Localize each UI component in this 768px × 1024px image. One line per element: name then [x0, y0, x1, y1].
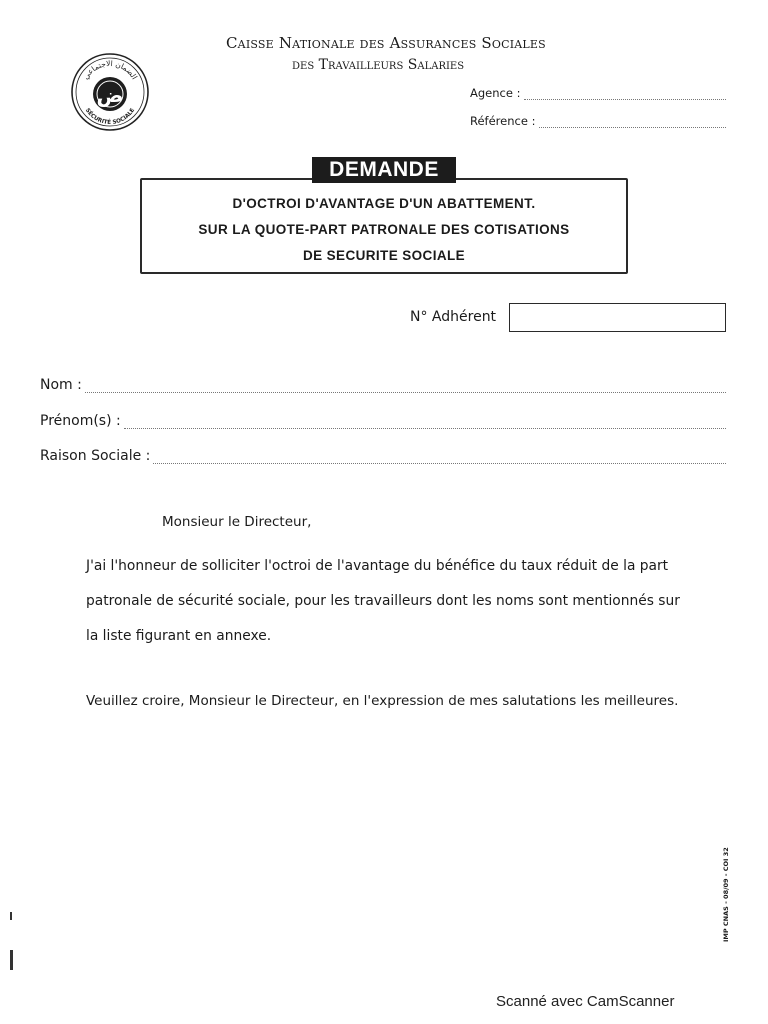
nom-field[interactable]: [40, 377, 726, 393]
cnas-logo-seal: [70, 52, 150, 132]
org-name-line2: des Travailleurs Salaries: [292, 57, 465, 73]
seal-graphic: [70, 52, 150, 132]
demande-badge: DEMANDE: [312, 157, 456, 183]
title-line-2: SUR LA QUOTE-PART PATRONALE DES COTISATIONS: [198, 222, 570, 237]
reference-label: Référence :: [470, 114, 536, 128]
nom-label: Nom :: [40, 377, 82, 393]
letter-salutation: Monsieur le Directeur,: [162, 514, 312, 530]
agence-dotted-line: [524, 89, 726, 100]
raison-sociale-label: Raison Sociale :: [40, 448, 151, 464]
adherent-number-box[interactable]: [509, 303, 726, 332]
nom-dotted-line: [85, 380, 726, 393]
reference-dotted-line: [539, 117, 726, 128]
prenom-dotted-line: [124, 416, 726, 429]
printer-code: IMP CNAS - 08/09 - COI 32: [722, 847, 730, 942]
scanner-watermark: Scanné avec CamScanner: [496, 993, 675, 1010]
title-line-1: D'OCTROI D'AVANTAGE D'UN ABATTEMENT.: [232, 196, 536, 211]
scan-mark: [10, 950, 13, 970]
adherent-label: N° Adhérent: [410, 309, 497, 325]
prenom-field[interactable]: [40, 413, 726, 429]
raison-sociale-field[interactable]: [40, 448, 726, 464]
seal-glyph: ض: [96, 83, 124, 107]
org-name-line1: Caisse Nationale des Assurances Sociales: [226, 34, 546, 52]
letter-paragraph: J'ai l'honneur de solliciter l'octroi de l'avantage du bénéfice du taux réduit de la part patronale de sécurité sociale, pour les travailleurs dont les noms sont mentionnés sur la liste figurant en annexe.: [86, 558, 680, 644]
title-line-3: DE SECURITE SOCIALE: [302, 248, 466, 263]
reference-field: [470, 114, 726, 128]
raison-sociale-dotted-line: [153, 451, 726, 464]
letter-closing: Veuillez croire, Monsieur le Directeur, en l'expression de mes salutations les meilleures.: [86, 693, 679, 709]
prenom-label: Prénom(s) :: [40, 413, 121, 429]
scan-mark: [10, 912, 12, 920]
agence-field: [470, 86, 726, 100]
seal-arabic-text: الضمان الاجتماعي: [81, 58, 140, 81]
agence-label: Agence :: [470, 86, 521, 100]
seal-bottom-text: SÉCURITÉ SOCIALE: [83, 107, 137, 127]
